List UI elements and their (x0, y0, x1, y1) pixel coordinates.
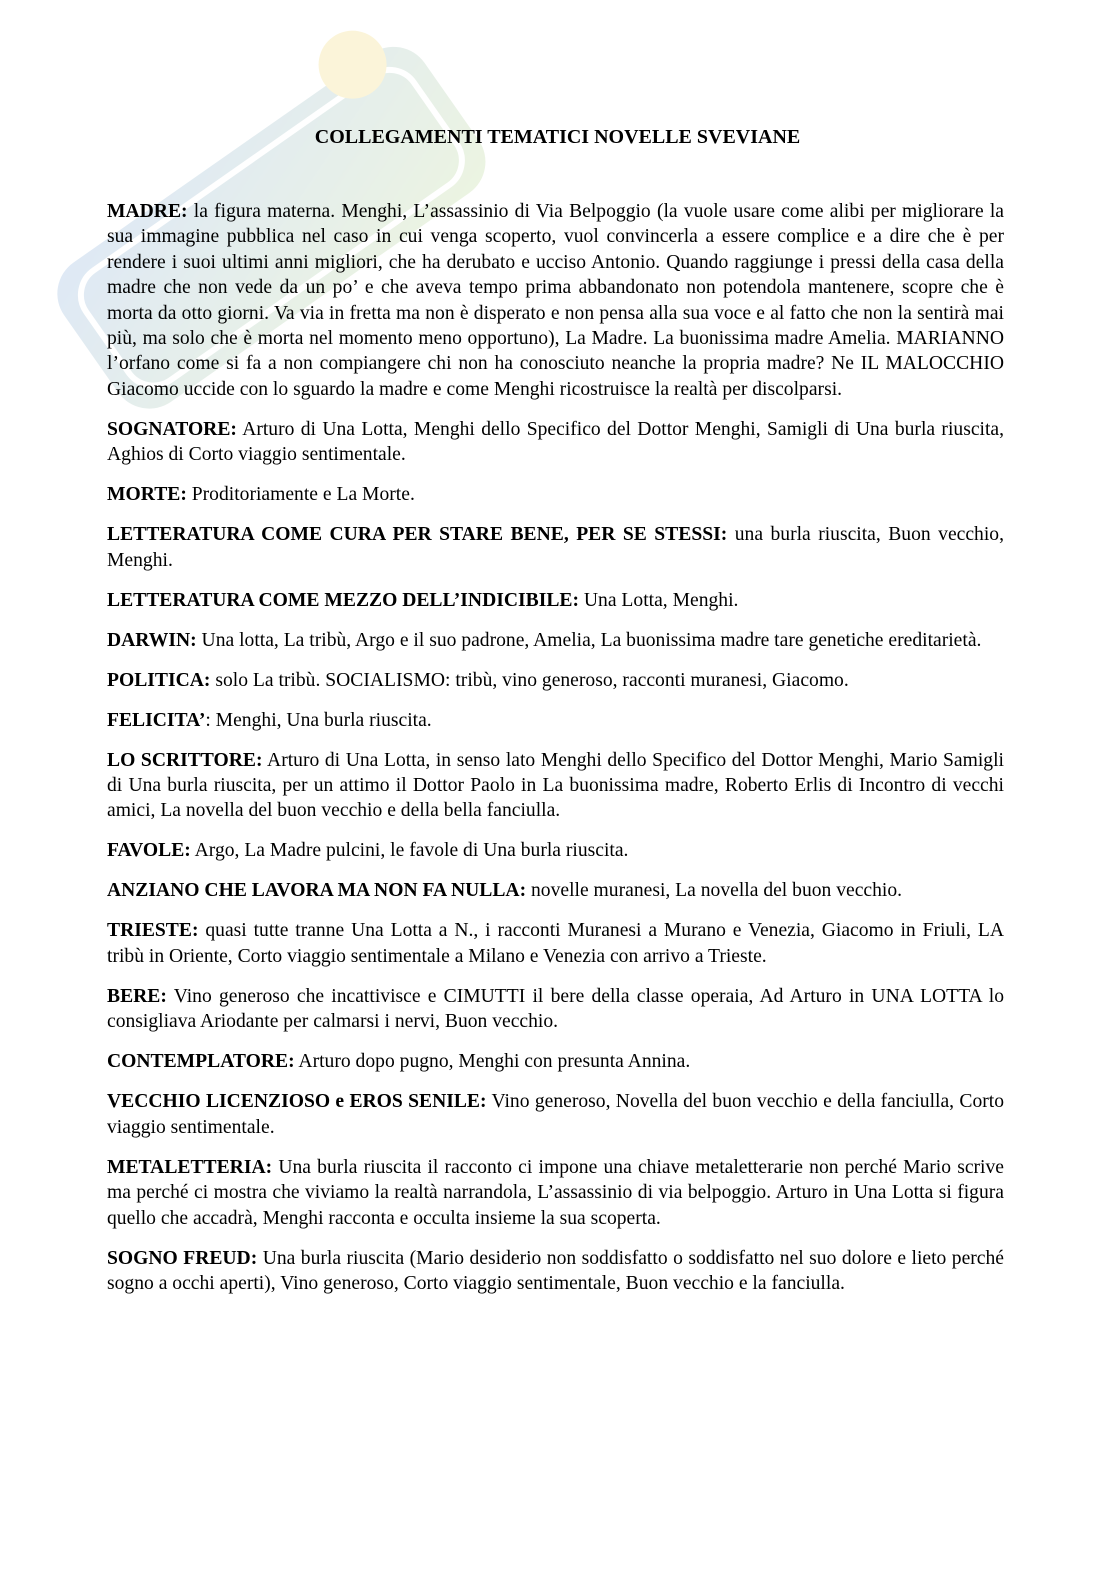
entry-term: MADRE: (107, 201, 188, 222)
entry-paragraph (107, 708, 1004, 733)
entry-paragraph (107, 878, 1004, 903)
entry-term: DARWIN: (107, 629, 197, 651)
entry-text: una burla riuscita, Buon vecchio, Menghi. (107, 524, 1004, 571)
entry-term: BERE: (107, 985, 167, 1007)
entry-term: METALETTERIA: (107, 1156, 273, 1178)
entry-text: Vino generoso che incattivisce e CIMUTTI il bere della classe operaia, Ad Arturo in UNA LOTTA lo consigliava Ariodante per calmarsi i nervi, Buon vecchio. (107, 985, 1004, 1033)
document-page (107, 124, 1004, 1311)
entry-paragraph (107, 838, 1004, 863)
entries-list (107, 199, 1004, 1296)
entry-term: LETTERATURA COME MEZZO DELL’INDICIBILE: (107, 589, 579, 611)
entry-term: VECCHIO LICENZIOSO e EROS SENILE: (107, 1091, 487, 1113)
entry-text: Una burla riuscita il racconto ci impone una chiave metaletterarie non perché Mario scrive ma perché ci mostra che viviamo la realtà narrandola, L’assassinio di via belpoggio. Arturo in Una Lotta si figura quello che accadrà, Menghi racconta e occulta insieme la sua scoperta. (107, 1156, 1004, 1229)
entry-term: FAVOLE: (107, 840, 191, 862)
entry-paragraph (107, 1049, 1004, 1074)
entry-term: MORTE: (107, 484, 187, 506)
entry-paragraph (107, 984, 1004, 1035)
entry-text: Una burla riuscita (Mario desiderio non soddisfatto o soddisfatto nel suo dolore e lieto perché sogno a occhi aperti), Vino generoso, Corto viaggio sentimentale, Buon vecchio e la fanciulla. (107, 1247, 1004, 1294)
entry-term: TRIESTE: (107, 920, 199, 942)
document-title: COLLEGAMENTI TEMATICI NOVELLE SVEVIANE (314, 126, 801, 148)
entry-text: Vino generoso, Novella del buon vecchio e della fanciulla, Corto viaggio sentimentale. (107, 1091, 1005, 1138)
entry-text: solo La tribù. SOCIALISMO: tribù, vino generoso, racconti muranesi, Giacomo. (210, 669, 849, 691)
entry-text: Argo, La Madre pulcini, le favole di Una burla riuscita. (190, 840, 629, 862)
entry-text: Proditoriamente e La Morte. (186, 484, 415, 506)
entry-term: SOGNATORE: (107, 418, 237, 440)
entry-text: : Menghi, Una burla riuscita. (205, 709, 432, 731)
entry-paragraph (107, 522, 1004, 573)
entry-text: Arturo di Una Lotta, in senso lato Menghi dello Specifico del Dottor Menghi, Mario Samigli di Una burla riuscita, per un attimo il Dottor Paolo in La buonissima madre, Roberto Erlis di Incontro di vecchi amici, La novella del buon vecchio e della bella fanciulla. (107, 749, 1004, 822)
entry-paragraph (107, 482, 1004, 507)
entry-term: POLITICA: (107, 669, 211, 691)
entry-paragraph (107, 199, 1004, 402)
entry-paragraph (107, 918, 1004, 969)
entry-term: CONTEMPLATORE: (107, 1051, 295, 1073)
entry-paragraph (107, 1246, 1004, 1297)
entry-paragraph (107, 417, 1004, 468)
entry-paragraph (107, 1155, 1004, 1231)
entry-paragraph (107, 588, 1004, 613)
entry-text: Arturo dopo pugno, Menghi con presunta Annina. (294, 1051, 691, 1073)
entry-text: quasi tutte tranne Una Lotta a N., i racconti Muranesi a Murano e Venezia, Giacomo in Friuli, LA tribù in Oriente, Corto viaggio sentimentale a Milano e Venezia con arrivo a Trieste. (107, 920, 1004, 967)
entry-paragraph (107, 668, 1004, 693)
entry-paragraph (107, 628, 1004, 653)
entry-text: Una lotta, La tribù, Argo e il suo padrone, Amelia, La buonissima madre tare genetiche ereditarietà. (196, 629, 982, 651)
entry-paragraph (107, 748, 1004, 824)
entry-text: la figura materna. Menghi, L’assassinio di Via Belpoggio (la vuole usare come alibi per migliorare la sua immagine pubblica nel caso in cui venga scoperto, vuol convincerla a essere complice e a dire che è per rendere i suoi ultimi anni migliori, che ha derubato e ucciso Antonio. Quando raggiunge i pressi della casa della madre che non vede da un po’ e che aveva tempo prima abbandonato non potendola mantenere, scopre che è morta da otto giorni. Va via in fretta ma non è disperato e non pensa alla sua voce e al fatto che non la sentirà mai più, ma solo che è morta nel momento meno opportuno), La Madre. La buonissima madre Amelia. MARIANNO l’orfano come si fa a non compiangere chi non ha conosciuto neanche la propria madre? Ne IL MALOCCHIO Giacomo uccide con lo sguardo la madre e come Menghi ricostruisce la realtà per discolparsi. (107, 201, 1004, 400)
entry-text: Una Lotta, Menghi. (578, 589, 739, 611)
entry-text: novelle muranesi, La novella del buon vecchio. (526, 880, 903, 902)
entry-text: Arturo di Una Lotta, Menghi dello Specifico del Dottor Menghi, Samigli di Una burla riuscita, Aghios di Corto viaggio sentimentale. (107, 418, 1004, 466)
entry-term: LETTERATURA COME CURA PER STARE BENE, PER SE STESSI: (107, 524, 728, 546)
entry-term: LO SCRITTORE: (107, 749, 263, 771)
entry-term: ANZIANO CHE LAVORA MA NON FA NULLA: (107, 880, 527, 902)
entry-paragraph (107, 1089, 1004, 1140)
entry-term: SOGNO FREUD: (107, 1247, 258, 1269)
entry-term: FELICITA’ (107, 709, 206, 731)
